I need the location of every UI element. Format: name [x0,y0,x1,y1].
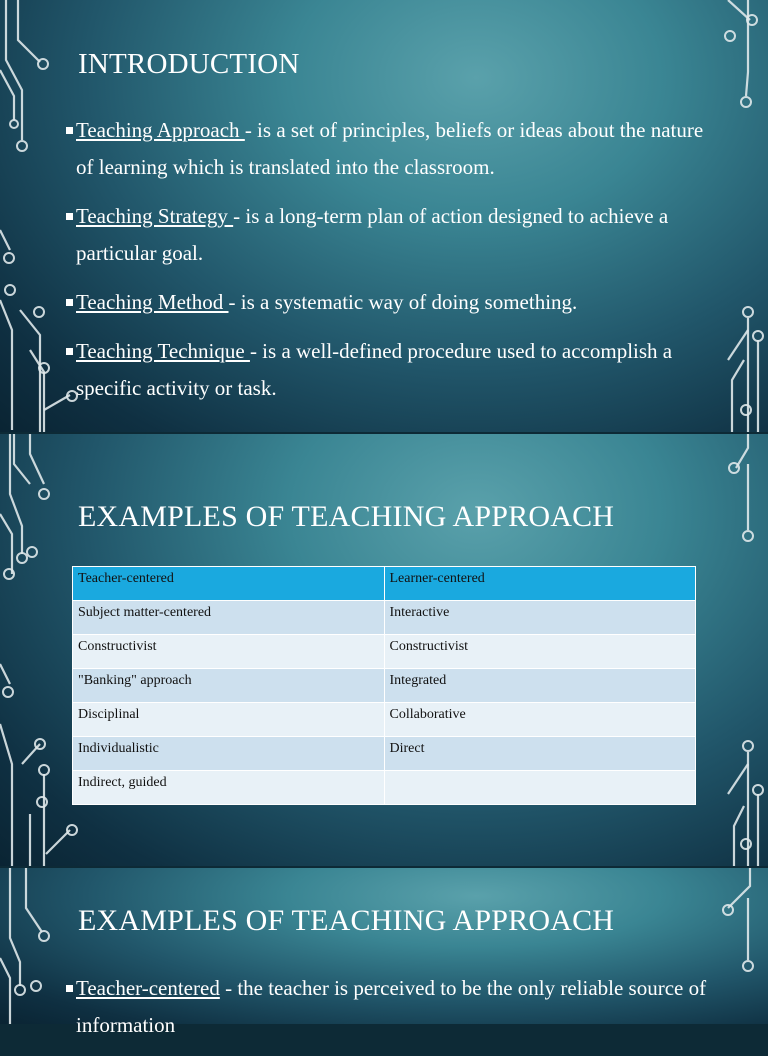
definition-text: - is a well-defined procedure used to accomplish a specific activity or task. [76,339,673,400]
slide-title: EXAMPLES OF TEACHING APPROACH [78,904,615,937]
term-label: Teaching Method [76,290,229,314]
table-cell: Disciplinal [73,703,385,737]
bullet-square-icon [66,299,73,306]
definition-text: - is a systematic way of doing something. [228,290,578,314]
table-cell: Integrated [384,669,696,703]
table-row [73,703,696,737]
list-item [66,198,716,272]
table-row [73,737,696,771]
list-item [66,112,716,186]
list-item [66,284,716,321]
table-cell: Individualistic [73,737,385,771]
term-label: Teacher-centered [76,976,220,1000]
list-item [66,970,716,1044]
table-cell: Subject matter-centered [73,601,385,635]
list-item [66,333,716,407]
circuit-decoration-left [0,434,80,866]
table-cell: Constructivist [73,635,385,669]
table-row [73,635,696,669]
slide-title: EXAMPLES OF TEACHING APPROACH [78,500,615,533]
table-cell [384,771,696,805]
bullet-square-icon [66,213,73,220]
table-row [73,601,696,635]
table-header-cell: Teacher-centered [73,567,385,601]
definition-text: - is a set of principles, beliefs or ideas about the nature of learning which is translated into the classroom. [76,118,704,179]
slide-title: INTRODUCTION [78,48,300,80]
slide-examples-table [0,434,768,866]
table-cell: Constructivist [384,635,696,669]
table-header-row [73,567,696,601]
table-cell: Indirect, guided [73,771,385,805]
circuit-decoration-right [688,434,768,866]
slide-introduction [0,0,768,432]
slide-teacher-centered [0,868,768,1037]
table-cell: Collaborative [384,703,696,737]
definition-list [66,112,716,419]
definition-text: - the teacher is perceived to be the only reliable source of information [76,976,707,1037]
term-label: Teaching Technique [76,339,250,363]
table-header-cell: Learner-centered [384,567,696,601]
approach-table [72,566,696,805]
bullet-square-icon [66,348,73,355]
table-cell: Interactive [384,601,696,635]
term-label: Teaching Strategy [76,204,234,228]
bullet-square-icon [66,127,73,134]
table-row [73,669,696,703]
definition-text: - is a long-term plan of action designed to achieve a particular goal. [76,204,669,265]
definition-list [66,970,716,1056]
table-cell: "Banking" approach [73,669,385,703]
table-cell: Direct [384,737,696,771]
bullet-square-icon [66,985,73,992]
term-label: Teaching Approach [76,118,245,142]
table-row [73,771,696,805]
